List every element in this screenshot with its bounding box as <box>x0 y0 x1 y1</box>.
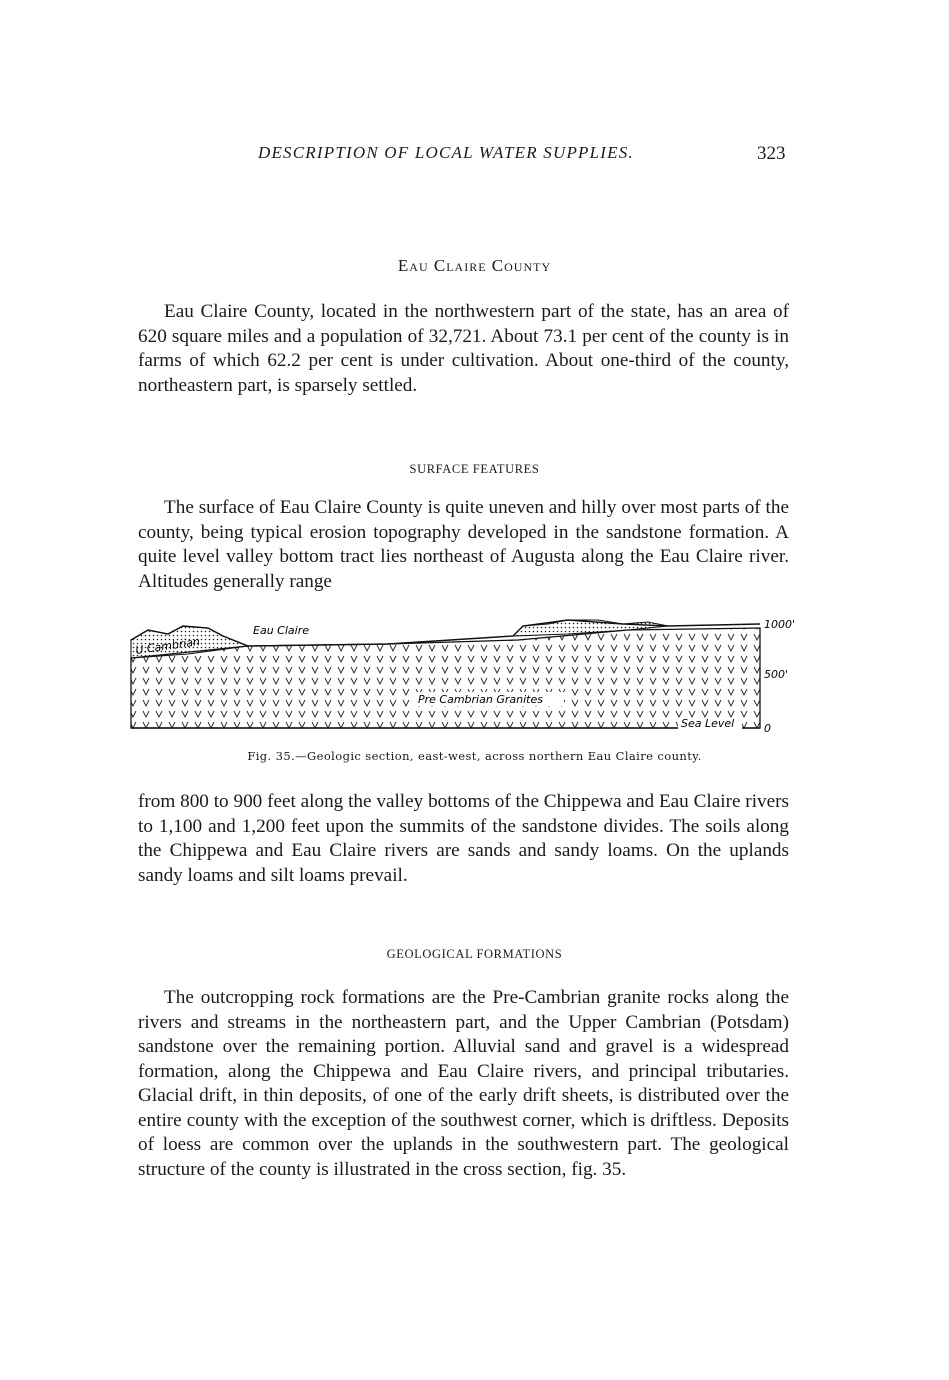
county-title: Eau Claire County <box>397 256 552 275</box>
surface-text-part1: The surface of Eau Claire County is quite uneven and hilly over most parts of the county, being typical erosion topography developed in the sandstone formation. A quite level valley bottom tract lies northeast of Augusta along the Eau Claire river. Altitudes generally range <box>138 497 789 592</box>
figure-caption: Fig. 35.—Geologic section, east-west, across northern Eau Claire county. <box>247 749 702 763</box>
intro-paragraph <box>138 300 789 398</box>
geological-formations-heading: GEOLOGICAL FORMATIONS <box>386 947 563 961</box>
geologic-section-figure <box>128 610 798 740</box>
geological-paragraph <box>138 986 789 1182</box>
running-header: DESCRIPTION OF LOCAL WATER SUPPLIES. <box>258 143 634 162</box>
surface-paragraph-part2 <box>138 790 789 888</box>
geological-text: The outcropping rock formations are the Pre-Cambrian granite rocks along the rivers and streams in the northeastern part, and the Upper Cambrian (Potsdam) sandstone over the remaining portion. Alluvial sand and gravel is a widespread formation, along the Chippewa and Eau Claire rivers, and principal tributaries. Glacial drift, in thin deposits, of one of the early drift sheets, is distributed over the entire county with the exception of the southwest corner, which is driftless. Deposits of loess are common over the uplands in the southwestern part. The geological structure of the county is illustrated in the cross section, fig. 35. <box>138 987 789 1180</box>
surface-paragraph-part1 <box>138 496 789 594</box>
surface-features-heading: SURFACE FEATURES <box>409 462 540 476</box>
label-elev-500: 500' <box>764 668 789 681</box>
surface-text-part2: from 800 to 900 feet along the valley bottoms of the Chippewa and Eau Claire rivers to 1,100 and 1,200 feet upon the summits of the sandstone divides. The soils along the Chippewa and Eau Claire rivers are sands and sandy loams. On the uplands sandy loams and silt loams prevail. <box>138 791 789 886</box>
label-elev-1000: 1000' <box>764 618 796 631</box>
label-elev-0: 0 <box>764 722 771 735</box>
label-granite: Pre Cambrian Granites <box>418 693 543 706</box>
label-eau-claire: Eau Claire <box>253 624 309 637</box>
page-number: 323 <box>757 143 786 164</box>
label-cambrian: U.Cambrian <box>134 635 201 657</box>
intro-text: Eau Claire County, located in the northwestern part of the state, has an area of 620 square miles and a population of 32,721. About 73.1 per cent of the county is in farms of which 62.2 per cent is under cultivation. About one-third of the county, northeastern part, is sparsely settled. <box>138 301 789 396</box>
label-sea-level: Sea Level <box>681 717 735 730</box>
